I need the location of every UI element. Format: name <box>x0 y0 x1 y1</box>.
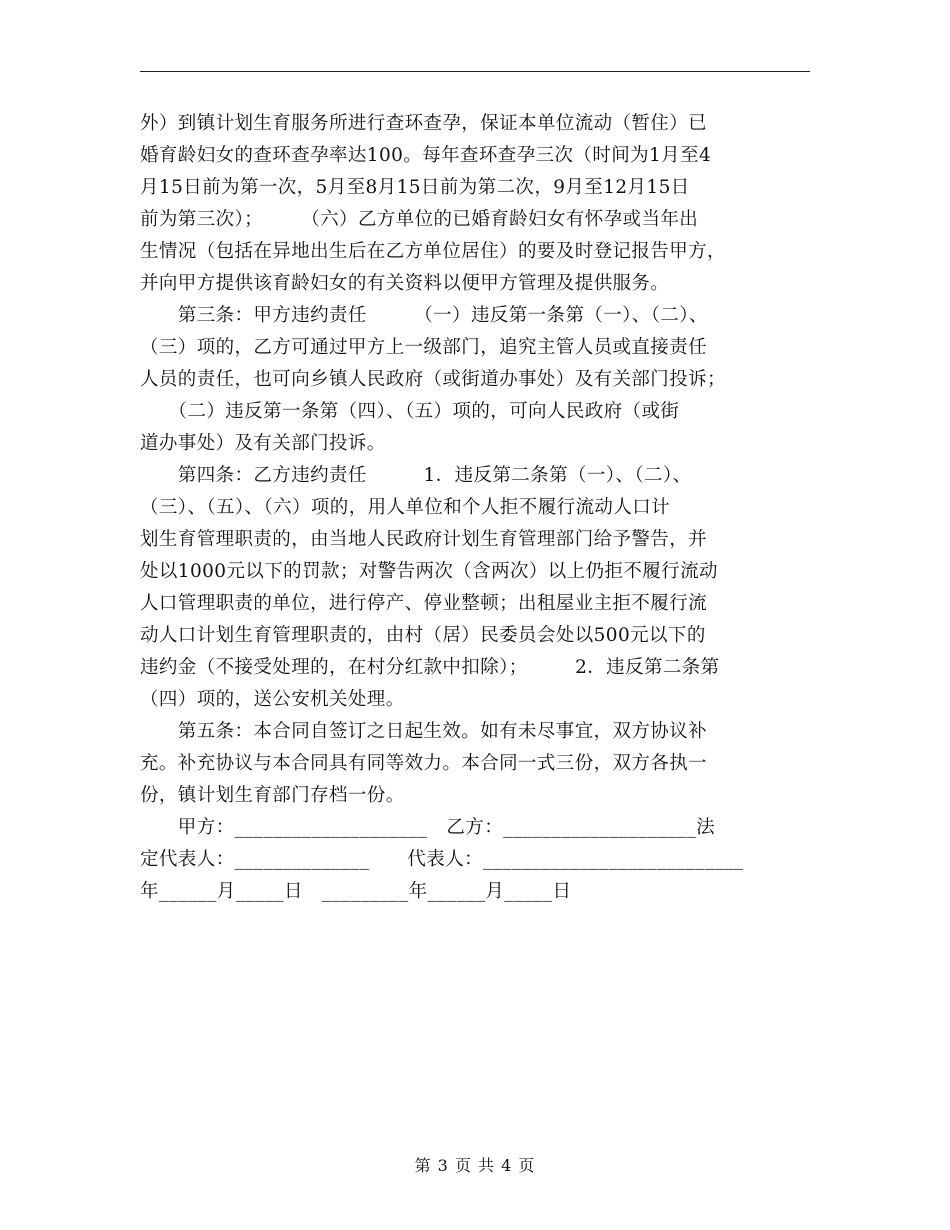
text-line: 充。补充协议与本合同具有同等效力。本合同一式三份，双方各执一 <box>140 753 708 774</box>
contract-body <box>140 108 812 908</box>
text-line: 婚育龄妇女的查环查孕率达100。每年查环查孕三次（时间为1月至4 <box>140 145 712 166</box>
text-line: 生情况（包括在异地出生后在乙方单位居住）的要及时登记报告甲方， <box>140 241 726 262</box>
page-number: 第 3 页 共 4 页 <box>414 1156 536 1175</box>
text-line: 违约金（不接受处理的，在村分红款中扣除）； 2．违反第二条第 <box>140 657 720 678</box>
article-3-heading-line: 第三条：甲方违约责任 （一）违反第一条第（一）、（二）、 <box>140 305 708 326</box>
text-line: 外）到镇计划生育服务所进行查环查孕，保证本单位流动（暂住）已 <box>140 113 708 134</box>
text-line: 人员的责任，也可向乡镇人民政府（或街道办事处）及有关部门投诉； <box>140 369 726 390</box>
text-line: （三）、（五）、（六）项的，用人单位和个人拒不履行流动人口计 <box>140 497 671 518</box>
text-line: 人口管理职责的单位，进行停产、停业整顿；出租屋业主拒不履行流 <box>140 593 708 614</box>
article-4-heading-line: 第四条：乙方违约责任 1．违反第二条第（一）、（二）、 <box>140 465 692 486</box>
text-line: 划生育管理职责的，由当地人民政府计划生育管理部门给予警告，并 <box>140 529 708 550</box>
text-line: 前为第三次）； （六）乙方单位的已婚育龄妇女有怀孕或当年出 <box>140 209 699 230</box>
text-line: （二）违反第一条第（四）、（五）项的，可向人民政府（或街 <box>140 401 680 422</box>
text-line: （四）项的，送公安机关处理。 <box>140 689 405 710</box>
text-line: 并向甲方提供该育龄妇女的有关资料以便甲方管理及提供服务。 <box>140 273 670 294</box>
signature-line-representatives: 定代表人：______________ 代表人：___________________________ <box>140 849 744 870</box>
signature-line-dates: 年______月_____日 _________年______月_____日 <box>140 881 572 902</box>
text-line: 份，镇计划生育部门存档一份。 <box>140 785 405 806</box>
text-line: 月15日前为第一次，5月至8月15日前为第二次，9月至12月15日 <box>140 177 690 198</box>
text-line: 处以1000元以下的罚款；对警告两次（含两次）以上仍拒不履行流动 <box>140 561 718 582</box>
header-rule <box>140 71 810 72</box>
text-line: 道办事处）及有关部门投诉。 <box>140 433 386 454</box>
article-5-line: 第五条：本合同自签订之日起生效。如有未尽事宜，双方协议补 <box>140 721 708 742</box>
signature-line-parties: 甲方：____________________ 乙方：____________________法 <box>140 817 716 838</box>
text-line: （三）项的，乙方可通过甲方上一级部门，追究主管人员或直接责任 <box>140 337 708 358</box>
text-line: 动人口计划生育管理职责的，由村（居）民委员会处以500元以下的 <box>140 625 706 646</box>
